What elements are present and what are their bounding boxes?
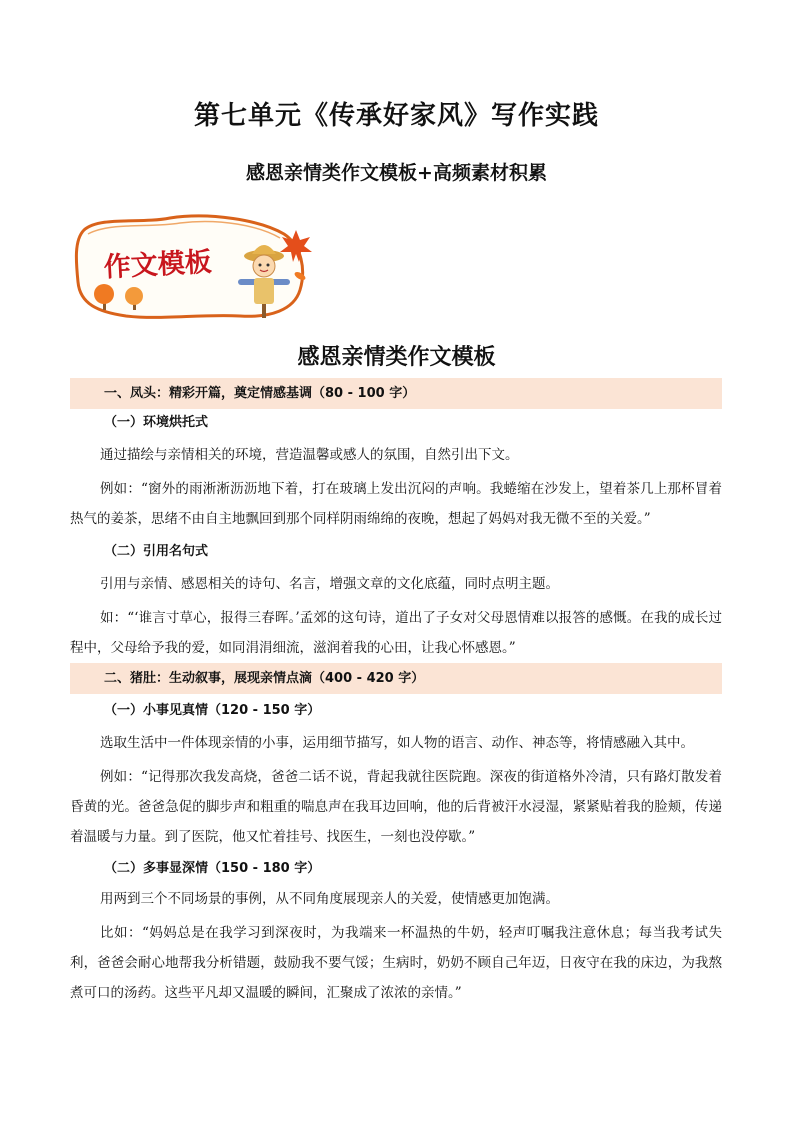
paragraph: 引用与亲情、感恩相关的诗句、名言，增强文章的文化底蕴，同时点明主题。: [100, 576, 559, 592]
part-heading: 二、猪肚：生动叙事，展现亲情点滴（400 - 420 字）: [70, 663, 722, 694]
section-title: 感恩亲情类作文模板: [297, 344, 496, 370]
paragraph: 用两到三个不同场景的事例，从不同角度展现亲人的关爱，使情感更加饱满。: [100, 891, 559, 907]
paragraph: 比如：“妈妈总是在我学习到深夜时，为我端来一杯温热的牛奶，轻声叮嘱我注意休息；每当我考试失利，爸爸会耐心地帮我分析错题，鼓励我不要气馁；生病时，奶奶不顾自己年迈，日夜守在我的床边，为我熬煮可口的汤药。这些平凡却又温暖的瞬间，汇聚成了浓浓的亲情。”: [70, 925, 722, 1001]
paragraph: 例如：“记得那次我发高烧，爸爸二话不说，背起我就往医院跑。深夜的街道格外冷清，只有路灯散发着昏黄的光。爸爸急促的脚步声和粗重的喘息声在我耳边回响，他的后背被汗水浸湿，紧紧贴着我的脸颊，传递着温暖与力量。到了医院，他又忙着挂号、找医生，一刻也没停歇。”: [70, 769, 722, 845]
writing-template-banner: [70, 210, 320, 322]
banner-label: 作文模板: [103, 246, 213, 284]
paragraph: 如：“‘谁言寸草心，报得三春晖。’孟郊的这句诗，道出了子女对父母恩情难以报答的感慨。在我的成长过程中，父母给予我的爱，如同涓涓细流，滋润着我的心田，让我心怀感恩。”: [70, 610, 722, 656]
subheading: （一）环境烘托式: [104, 415, 209, 430]
subheading: （二）多事显深情（150 - 180 字）: [104, 861, 321, 876]
paragraph: 例如：“窗外的雨淅淅沥沥地下着，打在玻璃上发出沉闷的声响。我蜷缩在沙发上，望着茶几上那杯冒着热气的姜茶，思绪不由自主地飘回到那个同样阴雨绵绵的夜晚，想起了妈妈对我无微不至的关爱。”: [70, 481, 722, 527]
subheading: （二）引用名句式: [104, 544, 209, 559]
page-subtitle: 感恩亲情类作文模板+高频素材积累: [246, 162, 547, 184]
paragraph: 选取生活中一件体现亲情的小事，运用细节描写，如人物的语言、动作、神态等，将情感融入其中。: [100, 735, 694, 751]
page-title: 第七单元《传承好家风》写作实践: [193, 101, 599, 131]
paragraph: 通过描绘与亲情相关的环境，营造温馨或感人的氛围，自然引出下文。: [100, 447, 519, 463]
subheading: （一）小事见真情（120 - 150 字）: [104, 703, 321, 718]
part-heading: 一、凤头：精彩开篇，奠定情感基调（80 - 100 字）: [70, 378, 722, 409]
